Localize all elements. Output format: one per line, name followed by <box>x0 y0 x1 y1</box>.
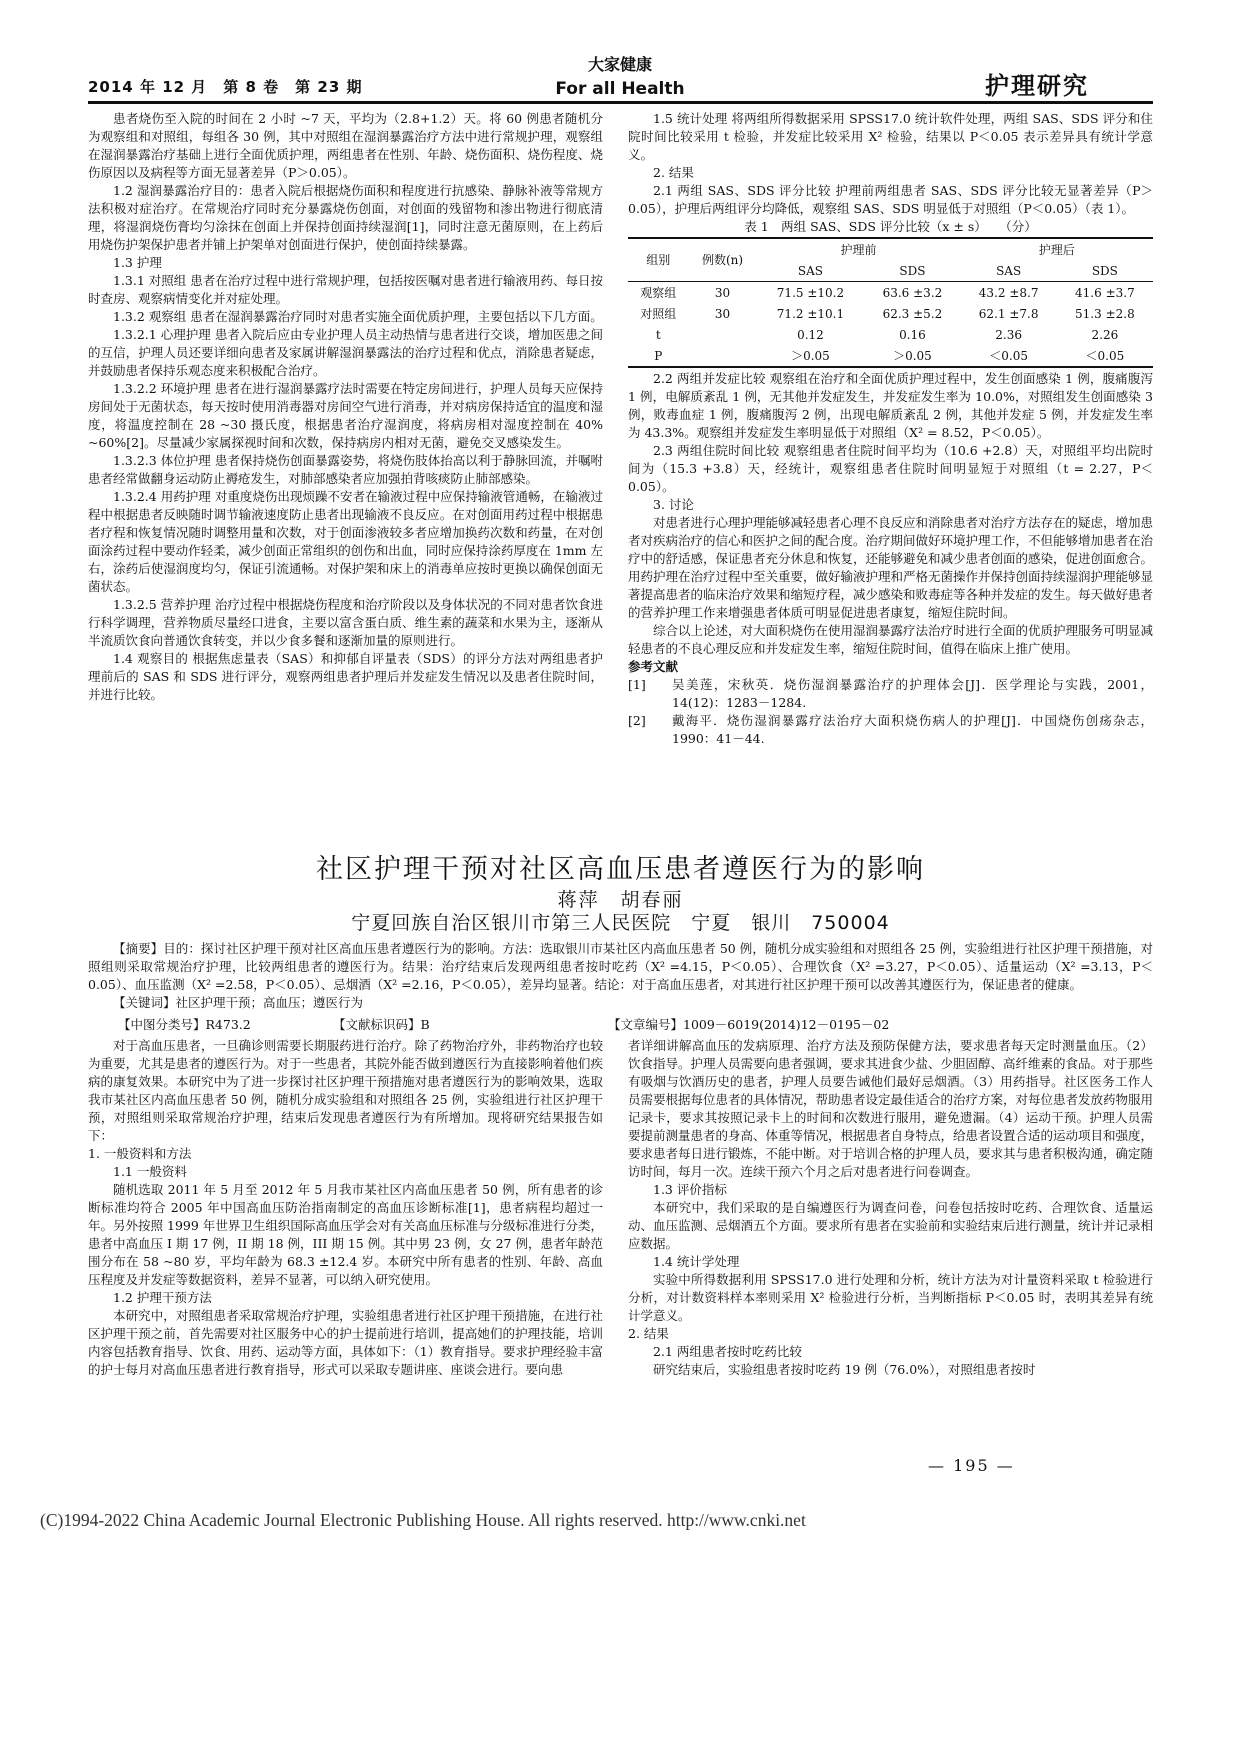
table-subheader: SDS <box>1057 260 1153 282</box>
table-row <box>628 324 1153 345</box>
table-header-before: 护理前 <box>840 242 877 257</box>
table-cell: ＜0.05 <box>1085 348 1125 363</box>
table-subheader: SAS <box>757 260 865 282</box>
table-cell: ＞0.05 <box>893 348 932 363</box>
subheading: 1.2 护理干预方法 <box>113 1290 212 1305</box>
table-cell: 41.6 ±3.7 <box>1075 285 1135 300</box>
section-title: 护理研究 <box>985 72 1089 100</box>
article-title: 社区护理干预对社区高血压患者遵医行为的影响 <box>316 854 925 885</box>
table-cell: 71.2 ±10.1 <box>776 306 845 321</box>
paragraph: 1.3.2.3 体位护理 患者保持烧伤创面暴露姿势，将烧伤肢体抬高以利于静脉回流，并嘱咐患者经常做翻身运动防止褥疮发生，对肺部感染者应加强拍背咳痰防止肺部感染。 <box>88 453 603 486</box>
table-cell: 观察组 <box>640 285 677 300</box>
paragraph: 综合以上论述，对大面积烧伤在使用湿润暴露疗法治疗时进行全面的优质护理服务可明显减轻患者的不良心理反应和并发症发生率，缩短住院时间，值得在临床上推广使用。 <box>628 623 1154 656</box>
paragraph: 1.3.2.2 环境护理 患者在进行湿润暴露疗法时需要在特定房间进行，护理人员每天应保持房间处于无菌状态，每天按时使用消毒器对房间空气进行消毒，并对病房保持适宜的温度和湿度，将温度控制在 28 ~30 摄氏度，根据患者治疗湿润度，将病房相对湿度控制在 40% ~60%[2]。尽量减少家属探视时间和次数，保持病房内相对无菌，避免交叉感染发生。 <box>88 381 603 450</box>
table-cell: 71.5 ±10.2 <box>776 285 845 300</box>
document-code: 【文献标识码】B <box>333 1017 430 1032</box>
table-cell: 30 <box>714 285 731 300</box>
paragraph: 对于高血压患者，一旦确诊则需要长期服药进行治疗。除了药物治疗外，非药物治疗也较为重要，尤其是患者的遵医行为。对于一些患者，其院外能否做到遵医行为直接影响着他们疾病的康复效果。本研究中为了进一步探讨社区护理干预措施对患者遵医行为的影响效果，选取我市某社区内高血压患者 50 例，随机分成实验组和对照组各 25 例，实验组进行社区护理干预，对照组则采取常规治疗护理，结束后发现患者遵医行为有所增加。现将研究结果报告如下： <box>88 1038 603 1143</box>
paragraph: 1.3.2 观察组 患者在湿润暴露治疗同时对患者实施全面优质护理，主要包括以下几方面。 <box>113 309 603 324</box>
table-header-after: 护理后 <box>1038 242 1075 257</box>
paragraph: 2.2 两组并发症比较 观察组在治疗和全面优质护理过程中，发生创面感染 1 例，腹痛腹泻 1 例，电解质紊乱 1 例，无其他并发症发生，并发症发生率为 10.0%，对照组发生创面感染 3 例，败毒血症 1 例，腹痛腹泻 2 例，出现电解质紊乱 2 例，其他并发症 5 例，并发症发生率为 43.3%。观察组并发症发生率明显低于对照组（X² = 8.52，P＜0.05）。 <box>628 371 1153 440</box>
table-subheader: SDS <box>864 260 960 282</box>
table-cell: 62.1 ±7.8 <box>978 306 1039 321</box>
table-cell: 0.16 <box>899 327 926 342</box>
section-heading: 1. 一般资料和方法 <box>88 1146 192 1161</box>
table-cell <box>688 345 756 367</box>
reference-item <box>628 676 1153 712</box>
paragraph: 本研究中，我们采取的是自编遵医行为调查问卷，问卷包括按时吃药、合理饮食、适量运动、血压监测、忌烟酒五个方面。要求所有患者在实验前和实验结束后进行测量，统计并记录相应数据。 <box>628 1200 1154 1251</box>
table-row <box>628 303 1153 324</box>
journal-name-cn: 大家健康 <box>587 55 652 74</box>
table-row <box>628 345 1153 367</box>
right-column-bottom <box>628 1037 1153 1379</box>
subheading: 2.1 两组患者按时吃药比较 <box>653 1344 802 1359</box>
table-cell: 62.3 ±5.2 <box>882 306 943 321</box>
paragraph: 1.3.2.1 心理护理 患者入院后应由专业护理人员主动热情与患者进行交谈，增加医患之间的互信，护理人员还要详细向患者及家属讲解湿润暴露法的治疗过程和优点，消除患者疑虑，并鼓励患者保持乐观态度来积极配合治疗。 <box>88 327 603 378</box>
right-column-top <box>628 110 1153 748</box>
clc-number: 【中图分类号】R473.2 <box>118 1017 251 1032</box>
table-cell <box>688 324 756 345</box>
table-cell: 51.3 ±2.8 <box>1075 306 1135 321</box>
paragraph: 1.3.2.5 营养护理 治疗过程中根据烧伤程度和治疗阶段以及身体状况的不同对患者饮食进行科学调理，营养物质尽量经口进食，主要以富含蛋白质、维生素的蔬菜和水果为主，逐渐从半流质饮食向普通饮食转变，并以少食多餐和逐渐加量的原则进行。 <box>88 597 603 648</box>
table-cell: ＞0.05 <box>791 348 830 363</box>
table-cell: 0.12 <box>797 327 824 342</box>
table-cell: 63.6 ±3.2 <box>882 285 943 300</box>
paragraph: 对患者进行心理护理能够减轻患者心理不良反应和消除患者对治疗方法存在的疑虑，增加患者对疾病治疗的信心和医护之间的配合度。治疗期间做好环境护理工作，不但能够增加患者在治疗中的舒适感，保证患者充分休息和恢复，还能够避免和减少患者创面的感染，促进创面愈合。用药护理在治疗过程中至关重要，做好输液护理和严格无菌操作并保持创面持续湿润护理能够显著提高患者的临床治疗效果和缩短疗程，减少感染和败毒症等各种并发症的发生。每天做好患者的营养护理工作来增强患者体质可明显促进患者康复，缩短住院时间。 <box>628 515 1154 620</box>
table-cell: 对照组 <box>640 306 677 321</box>
reference-number: [2] <box>628 713 646 728</box>
section-heading: 3. 讨论 <box>653 497 694 512</box>
abstract-block <box>88 940 1153 1012</box>
journal-name-en: For all Health <box>555 79 685 99</box>
table-row <box>628 282 1153 304</box>
paragraph: 1.3.1 对照组 患者在治疗过程中进行常规护理，包括按医嘱对患者进行输液用药、每日按时查房、观察病情变化并对症处理。 <box>88 273 603 306</box>
journal-name <box>520 52 720 99</box>
subheading: 1.4 统计学处理 <box>653 1254 740 1269</box>
section-heading: 2. 结果 <box>628 1326 669 1341</box>
table-header-n: 例数(n) <box>688 238 756 282</box>
paragraph: 患者烧伤至入院的时间在 2 小时 ~7 天，平均为（2.8+1.2）天。将 60 例患者随机分为观察组和对照组，每组各 30 例，其中对照组在湿润暴露治疗方法中进行常规护理，观察组在湿润暴露治疗基础上进行全面优质护理，两组患者在性别、年龄、烧伤面积、烧伤程度、烧伤原因以及病程等方面无显著差异（P＞0.05）。 <box>88 111 603 180</box>
paragraph: 者详细讲解高血压的发病原理、治疗方法及预防保健方法，要求患者每天定时测量血压。（2）饮食指导。护理人员需要向患者强调，要求其进食少盐、少胆固醇、高纤维素的食品。对于那些有吸烟与饮酒历史的患者，护理人员要告诫他们最好忌烟酒。（3）用药指导。社区医务工作人员需要根据每位患者的具体情况，帮助患者设定最佳适合的治疗方案，对每位患者发放药物服用记录卡，要求其按照记录卡上的时间和次数进行服用，避免遗漏。（4）运动干预。护理人员需要提前测量患者的身高、体重等情况，根据患者自身特点，给患者设置合适的运动项目和强度，要求患者每日进行锻炼，不能中断。对于培训合格的护理人员，要求其与患者积极沟通，确定随访时间，每月一次。连续干预六个月之后对患者进行问卷调查。 <box>628 1038 1154 1179</box>
paragraph: 1.5 统计处理 将两组所得数据采用 SPSS17.0 统计软件处理，两组 SAS、SDS 评分和住院时间比较采用 t 检验，并发症比较采用 X² 检验，结果以 P＜0.05 表示差异具有统计学意义。 <box>628 111 1153 162</box>
paragraph: 1.3.2.4 用药护理 对重度烧伤出现烦躁不安者在输液过程中应保持输液管通畅，在输液过程中根据患者反映随时调节输液速度防止患者出现输液不良反应。在对创面用药过程中根据患者疗程和恢复情况随时调整用量和次数，对于创面渗液较多者应增加换药次数和药量，在对创面涂药过程中要动作轻柔，减少创面正常组织的创伤和出血，同时应保持涂药厚度在 1mm 左右，涂药后使湿润度均匀，保证引流通畅。对保护架和床上的消毒单应按时更换以确保创面无菌状态。 <box>88 489 603 594</box>
section-heading: 2. 结果 <box>653 165 694 180</box>
table-cell: t <box>655 327 661 342</box>
references-heading: 参考文献 <box>628 659 679 674</box>
paragraph: 1.4 观察目的 根据焦虑量表（SAS）和抑郁自评量表（SDS）的评分方法对两组患者护理前后的 SAS 和 SDS 进行评分，观察两组患者护理后并发症发生情况以及患者住院时间，并进行比较。 <box>88 651 603 702</box>
table-caption: 表 1 两组 SAS、SDS 评分比较（x ± s） （分） <box>744 219 1037 234</box>
subheading: 1.1 一般资料 <box>113 1164 187 1179</box>
reference-number: [1] <box>628 677 646 692</box>
left-column-top <box>88 110 603 704</box>
table-subheader: SAS <box>961 260 1057 282</box>
copyright-footer: (C)1994-2022 China Academic Journal Electronic Publishing House. All rights reserved. http://www.cnki.net <box>40 1510 806 1530</box>
header-rule <box>88 101 1153 104</box>
paragraph: 2.1 两组 SAS、SDS 评分比较 护理前两组患者 SAS、SDS 评分比较无显著差异（P＞0.05），护理后两组评分均降低，观察组 SAS、SDS 明显低于对照组（P＜0.05）（表 1）。 <box>628 183 1153 216</box>
subheading: 1.3 护理 <box>113 255 162 270</box>
score-table <box>628 237 1153 368</box>
table-header-group: 组别 <box>628 238 688 282</box>
table-cell: 43.2 ±8.7 <box>978 285 1039 300</box>
left-column-bottom <box>88 1037 603 1379</box>
paragraph: 1.2 湿润暴露治疗目的：患者入院后根据烧伤面积和程度进行抗感染、静脉补液等常规方法积极对症治疗。在常规治疗同时充分暴露烧伤创面，对创面的残留物和渗出物进行彻底清理，将湿润烧伤膏均匀涂抹在创面上并保持创面持续湿润[1]，同时注意无菌原则，在上药后用烧伤护架保护患者并铺上护架单对创面进行保护，使创面持续暴露。 <box>88 183 603 252</box>
paragraph: 随机选取 2011 年 5 月至 2012 年 5 月我市某社区内高血压患者 50 例，所有患者的诊断标准均符合 2005 年中国高血压防治指南制定的高血压诊断标准[1]，患者病程均超过一年。另外按照 1999 年世界卫生组织国际高血压学会对有关高血压标准与分级标准进行分类，患者中高血压 I 期 17 例，II 期 18 例，III 期 15 例。其中男 23 例，女 27 例，患者年龄范围分布在 58 ~80 岁，平均年龄为 68.3 ±12.4 岁。本研究中所有患者的性别、年龄、高血压程度及并发症等数据资料，差异不显著，可以纳入研究使用。 <box>88 1182 603 1287</box>
reference-text: 吴美莲，宋秋英．烧伤湿润暴露治疗的护理体会[J]．医学理论与实践，2001，14(12)：1283－1284. <box>672 677 1153 710</box>
journal-issue: 2014 年 12 月 第 8 卷 第 23 期 <box>88 78 363 96</box>
article-number: 【文章编号】1009－6019(2014)12－0195－02 <box>608 1017 890 1032</box>
abstract: 【摘要】目的：探讨社区护理干预对社区高血压患者遵医行为的影响。方法：选取银川市某社区内高血压患者 50 例，随机分成实验组和对照组各 25 例，实验组进行社区护理干预措施，对照组则采取常规治疗护理，比较两组患者的遵医行为。结果：治疗结束后发现两组患者按时吃药（X² =4.15，P＜0.05）、合理饮食（X² =3.27，P＜0.05）、适量运动（X² =3.13，P＜0.05）、血压监测（X² =2.58，P＜0.05）、忌烟酒（X² =2.16，P＜0.05），差异均显著。结论：对于高血压患者，对其进行社区护理干预可以改善其遵医行为，保证患者的健康。 <box>88 941 1153 992</box>
paragraph: 实验中所得数据利用 SPSS17.0 进行处理和分析，统计方法为对计量资料采取 t 检验进行分析，对计数资料样本率则采用 X² 检验进行分析，当判断指标 P＜0.05 时，表明其差异有统计学意义。 <box>628 1272 1153 1323</box>
keywords: 【关键词】社区护理干预；高血压；遵医行为 <box>113 995 364 1010</box>
table-cell: 2.36 <box>995 327 1022 342</box>
article-affiliation: 宁夏回族自治区银川市第三人民医院 宁夏 银川 750004 <box>351 912 890 934</box>
table-cell: 30 <box>714 306 731 321</box>
paragraph: 2.3 两组住院时间比较 观察组患者住院时间平均为（10.6 +2.8）天，对照组平均出院时间为（15.3 +3.8）天，经统计，观察组患者住院时间明显短于对照组（t = 2.27，P＜0.05）。 <box>628 443 1153 494</box>
table-cell: P <box>654 348 663 363</box>
table-cell: 2.26 <box>1091 327 1119 342</box>
classification-row <box>118 1015 1153 1033</box>
reference-text: 戴海平．烧伤湿润暴露疗法治疗大面积烧伤病人的护理[J]．中国烧伤创疡杂志，1990：41－44. <box>672 713 1153 746</box>
paragraph: 研究结束后，实验组患者按时吃药 19 例（76.0%），对照组患者按时 <box>653 1362 1036 1377</box>
paragraph: 本研究中，对照组患者采取常规治疗护理，实验组患者进行社区护理干预措施，在进行社区护理干预之前，首先需要对社区服务中心的护士提前进行培训，提高她们的护理技能，培训内容包括教育指导、饮食、用药、运动等方面，具体如下：（1）教育指导。要求护理经验丰富的护士每月对高血压患者进行教育指导，形式可以采取专题讲座、座谈会进行。要向患 <box>88 1308 603 1377</box>
table-cell: ＜0.05 <box>989 348 1028 363</box>
reference-item <box>628 712 1153 748</box>
page-number: — 195 — <box>928 1456 1015 1475</box>
article-authors: 蒋萍 胡春丽 <box>557 889 684 911</box>
subheading: 1.3 评价指标 <box>653 1182 727 1197</box>
